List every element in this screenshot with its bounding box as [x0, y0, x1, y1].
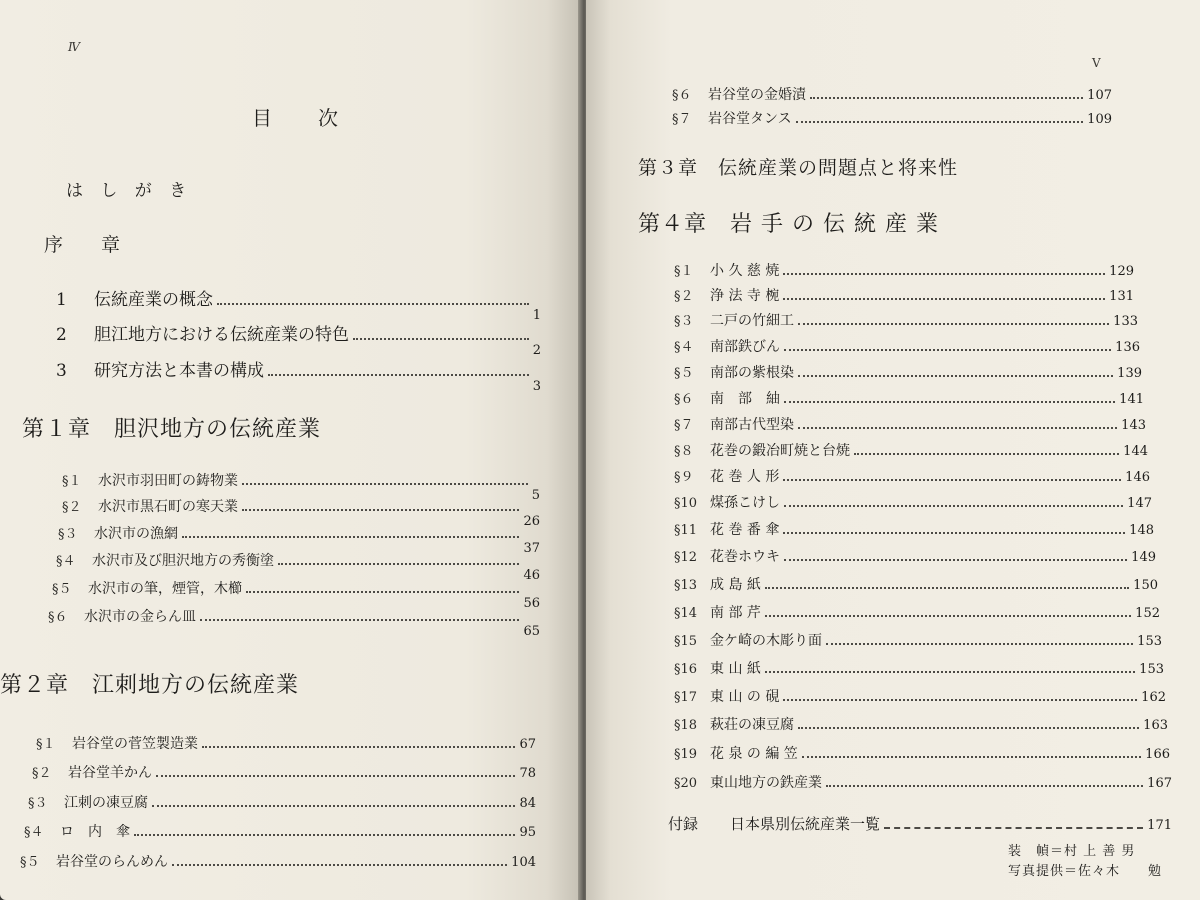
entry-title: 岩谷堂の菅笠製造業 — [72, 736, 198, 752]
entry-title: 萩荘の凍豆腐 — [710, 717, 794, 733]
toc-entry[interactable] — [28, 792, 536, 812]
leader-dots — [810, 97, 1083, 99]
entry-title: 南部の紫根染 — [710, 365, 794, 381]
toc-entry[interactable] — [674, 414, 1146, 434]
entry-title: 浄 法 寺 椀 — [710, 288, 780, 304]
leader-dots — [798, 427, 1117, 429]
entry-page: 149 — [1131, 550, 1156, 565]
leader-dots — [784, 349, 1111, 351]
toc-entry[interactable] — [56, 356, 541, 394]
section-mark: §18 — [674, 718, 698, 733]
leader-dots — [798, 727, 1139, 729]
toc-entry[interactable] — [674, 519, 1154, 539]
leader-dots — [278, 563, 519, 565]
entry-page: 95 — [519, 825, 536, 840]
entry-page: 109 — [1087, 112, 1112, 127]
leader-dots — [783, 273, 1105, 275]
section-mark: §６ — [672, 88, 692, 103]
entry-title: 南 部 紬 — [710, 391, 780, 407]
section-mark: §７ — [674, 418, 694, 433]
section-mark: §15 — [674, 634, 698, 649]
entry-title: 南 部 芹 — [710, 605, 761, 621]
section-mark: §16 — [674, 662, 698, 677]
entry-number: 2 — [56, 325, 67, 345]
entry-page: 144 — [1123, 444, 1148, 459]
entry-title: 水沢市の筆，煙管，木櫛 — [88, 581, 242, 597]
leader-dots — [765, 671, 1135, 673]
toc-title: 目 次 — [252, 106, 340, 130]
left-folio: Ⅳ — [68, 40, 80, 54]
section-mark: §17 — [674, 690, 698, 705]
section-mark: §11 — [674, 523, 698, 538]
leader-dots — [783, 479, 1121, 481]
leader-dots — [783, 532, 1125, 534]
photo-credit: 写真提供＝佐々木 勉 — [1008, 864, 1163, 879]
chapter-4-heading[interactable]: 第４章 岩 手 の 伝 統 産 業 — [638, 212, 939, 237]
toc-entry[interactable] — [58, 523, 540, 556]
right-page — [586, 0, 1200, 900]
entry-page: 150 — [1133, 578, 1158, 593]
section-mark: §９ — [674, 470, 694, 485]
toc-entry[interactable] — [674, 388, 1144, 408]
toc-entry[interactable] — [674, 260, 1134, 280]
leader-dots — [172, 864, 507, 866]
entry-number: 3 — [56, 361, 67, 381]
section-mark: §１ — [674, 264, 694, 279]
entry-title: 岩谷堂のらんめん — [56, 854, 168, 870]
leader-dots — [134, 834, 515, 836]
right-folio: Ⅴ — [1092, 56, 1101, 70]
entry-title: 水沢市黒石町の寒天業 — [98, 499, 238, 515]
chapter-2-heading[interactable]: 第２章 江刺地方の伝統産業 — [0, 673, 300, 698]
toc-entry[interactable] — [62, 470, 540, 503]
leader-dots — [784, 505, 1123, 507]
entry-title: 東 山 の 硯 — [710, 689, 780, 705]
section-mark: §３ — [28, 796, 48, 811]
toc-entry[interactable] — [674, 310, 1138, 330]
entry-page: 162 — [1141, 690, 1166, 705]
section-mark: §１ — [62, 474, 82, 489]
entry-page: 153 — [1139, 662, 1164, 677]
section-mark: §７ — [672, 112, 692, 127]
leader-dots — [784, 559, 1127, 561]
toc-entry[interactable] — [20, 851, 536, 871]
entry-title: 水沢市羽田町の鋳物業 — [98, 473, 238, 489]
leader-dots — [268, 374, 529, 376]
toc-entry[interactable] — [674, 466, 1150, 486]
entry-page: 152 — [1135, 606, 1160, 621]
entry-page: 131 — [1109, 289, 1134, 304]
entry-page: 133 — [1113, 314, 1138, 329]
section-mark: §５ — [674, 366, 694, 381]
entry-title: 成 島 紙 — [710, 577, 761, 593]
entry-number: 1 — [56, 290, 67, 310]
toc-entry[interactable] — [674, 492, 1152, 512]
toc-entry[interactable] — [674, 574, 1158, 594]
leader-dots — [217, 303, 529, 305]
leader-dots — [826, 785, 1143, 787]
toc-entry[interactable] — [56, 285, 541, 323]
toc-entry[interactable] — [52, 578, 540, 611]
binding-design-credit: 装 幀＝村 上 善 男 — [1008, 844, 1136, 859]
chapter-3-heading[interactable]: 第３章 伝統産業の問題点と将来性 — [638, 157, 959, 179]
entry-page: 107 — [1087, 88, 1112, 103]
leader-dots — [765, 587, 1129, 589]
leader-dots — [242, 509, 519, 511]
entry-title: 小 久 慈 焼 — [710, 263, 780, 279]
leader-dots — [798, 323, 1109, 325]
toc-entry[interactable] — [674, 440, 1148, 460]
toc-entry[interactable] — [674, 630, 1162, 650]
left-page — [0, 0, 582, 900]
toc-entry[interactable] — [56, 320, 541, 358]
entry-title: 岩谷堂タンス — [708, 111, 792, 127]
entry-title: 胆江地方における伝統産業の特色 — [94, 325, 349, 345]
entry-page: 2 — [532, 343, 541, 358]
toc-entry[interactable] — [674, 336, 1140, 356]
entry-title: 東山地方の鉄産業 — [710, 775, 822, 791]
entry-page: 147 — [1127, 496, 1152, 511]
toc-entry[interactable] — [674, 686, 1166, 706]
section-mark: §４ — [674, 340, 694, 355]
leader-dots — [796, 121, 1084, 123]
section-mark: §19 — [674, 747, 698, 762]
section-mark: §３ — [674, 314, 694, 329]
toc-entry[interactable] — [674, 285, 1134, 305]
leader-dots — [854, 453, 1119, 455]
section-mark: §４ — [56, 554, 76, 569]
entry-title: 東 山 紙 — [710, 661, 761, 677]
entry-page: 26 — [523, 514, 540, 529]
entry-page: 146 — [1125, 470, 1150, 485]
entry-page: 129 — [1109, 264, 1134, 279]
section-mark: §８ — [674, 444, 694, 459]
entry-title: 花 巻 人 形 — [710, 469, 780, 485]
leader-dots — [826, 643, 1133, 645]
toc-entry[interactable] — [674, 658, 1164, 678]
entry-title: 花巻ホウキ — [710, 549, 780, 565]
appendix-entry[interactable] — [668, 813, 1172, 834]
toc-entry[interactable] — [48, 606, 540, 639]
leader-dots — [884, 827, 1143, 829]
section-mark: §13 — [674, 578, 698, 593]
section-mark: §６ — [48, 610, 68, 625]
entry-page: 167 — [1147, 776, 1172, 791]
entry-title: 花 泉 の 編 笠 — [710, 746, 798, 762]
toc-entry[interactable] — [672, 84, 1112, 104]
leader-dots — [798, 375, 1113, 377]
entry-title: 金ケ崎の木彫り面 — [710, 633, 822, 649]
entry-title: ロ 内 傘 — [60, 824, 130, 840]
section-mark: §10 — [674, 496, 698, 511]
entry-page: 1 — [532, 308, 541, 323]
toc-entry[interactable] — [24, 821, 536, 841]
entry-title: 煤孫こけし — [710, 495, 780, 511]
appendix-label: 付録 — [668, 815, 699, 833]
leader-dots — [182, 536, 519, 538]
section-mark: §２ — [62, 500, 82, 515]
entry-page: 3 — [532, 379, 541, 394]
toc-entry[interactable] — [674, 743, 1170, 763]
section-mark: §20 — [674, 776, 698, 791]
section-mark: §５ — [52, 582, 72, 597]
entry-page: 171 — [1147, 818, 1172, 833]
leader-dots — [783, 699, 1137, 701]
leader-dots — [246, 591, 519, 593]
leader-dots — [765, 615, 1131, 617]
leader-dots — [353, 338, 529, 340]
entry-page: 163 — [1143, 718, 1168, 733]
entry-title: 岩谷堂羊かん — [68, 765, 152, 781]
toc-entry[interactable] — [62, 496, 540, 529]
entry-page: 5 — [531, 488, 540, 503]
toc-entry[interactable] — [674, 714, 1168, 734]
entry-page: 78 — [519, 766, 536, 781]
toc-entry[interactable] — [674, 602, 1160, 622]
entry-title: 南部鉄びん — [710, 339, 780, 355]
section-mark: §２ — [32, 766, 52, 781]
toc-entry[interactable] — [674, 546, 1156, 566]
section-mark: §５ — [20, 855, 40, 870]
entry-title: 二戸の竹細工 — [710, 313, 794, 329]
chapter-1-heading[interactable]: 第１章 胆沢地方の伝統産業 — [22, 417, 322, 442]
toc-entry[interactable] — [36, 733, 536, 753]
section-mark: §６ — [674, 392, 694, 407]
toc-entry[interactable] — [56, 550, 540, 583]
leader-dots — [802, 756, 1141, 758]
entry-page: 143 — [1121, 418, 1146, 433]
entry-title: 水沢市の金らん皿 — [84, 609, 196, 625]
section-mark: §14 — [674, 606, 698, 621]
toc-entry[interactable] — [674, 772, 1172, 792]
section-mark: §４ — [24, 825, 44, 840]
toc-entry[interactable] — [32, 762, 536, 782]
section-mark: §12 — [674, 550, 698, 565]
entry-page: 136 — [1115, 340, 1140, 355]
leader-dots — [156, 775, 515, 777]
entry-page: 67 — [519, 737, 536, 752]
entry-title: 江刺の凍豆腐 — [64, 795, 148, 811]
section-mark: §１ — [36, 737, 56, 752]
intro-chapter-heading[interactable]: 序 章 — [44, 234, 121, 256]
entry-title: 水沢市及び胆沢地方の秀衡塗 — [92, 553, 274, 569]
entry-page: 37 — [523, 541, 540, 556]
preface-heading[interactable]: は し が き — [66, 181, 193, 201]
entry-page: 46 — [523, 568, 540, 583]
entry-title: 花 巻 番 傘 — [710, 522, 780, 538]
entry-title: 岩谷堂の金婚漬 — [708, 87, 806, 103]
entry-page: 84 — [519, 796, 536, 811]
entry-page: 153 — [1137, 634, 1162, 649]
leader-dots — [783, 298, 1105, 300]
section-mark: §２ — [674, 289, 694, 304]
leader-dots — [152, 805, 515, 807]
entry-page: 139 — [1117, 366, 1142, 381]
toc-entry[interactable] — [674, 362, 1142, 382]
entry-page: 56 — [523, 596, 540, 611]
leader-dots — [784, 401, 1115, 403]
entry-page: 166 — [1145, 747, 1170, 762]
section-mark: §３ — [58, 527, 78, 542]
toc-entry[interactable] — [672, 108, 1112, 128]
entry-title: 花巻の鍛冶町焼と台焼 — [710, 443, 850, 459]
leader-dots — [200, 619, 519, 621]
entry-title: 水沢市の漁網 — [94, 526, 178, 542]
leader-dots — [242, 483, 528, 485]
entry-title: 伝統産業の概念 — [94, 290, 213, 310]
entry-title: 研究方法と本書の構成 — [94, 361, 264, 381]
leader-dots — [202, 746, 515, 748]
entry-page: 148 — [1129, 523, 1154, 538]
entry-page: 104 — [511, 855, 536, 870]
entry-page: 141 — [1119, 392, 1144, 407]
entry-page: 65 — [523, 624, 540, 639]
entry-title: 南部古代型染 — [710, 417, 794, 433]
entry-title: 日本県別伝統産業一覧 — [730, 815, 881, 833]
